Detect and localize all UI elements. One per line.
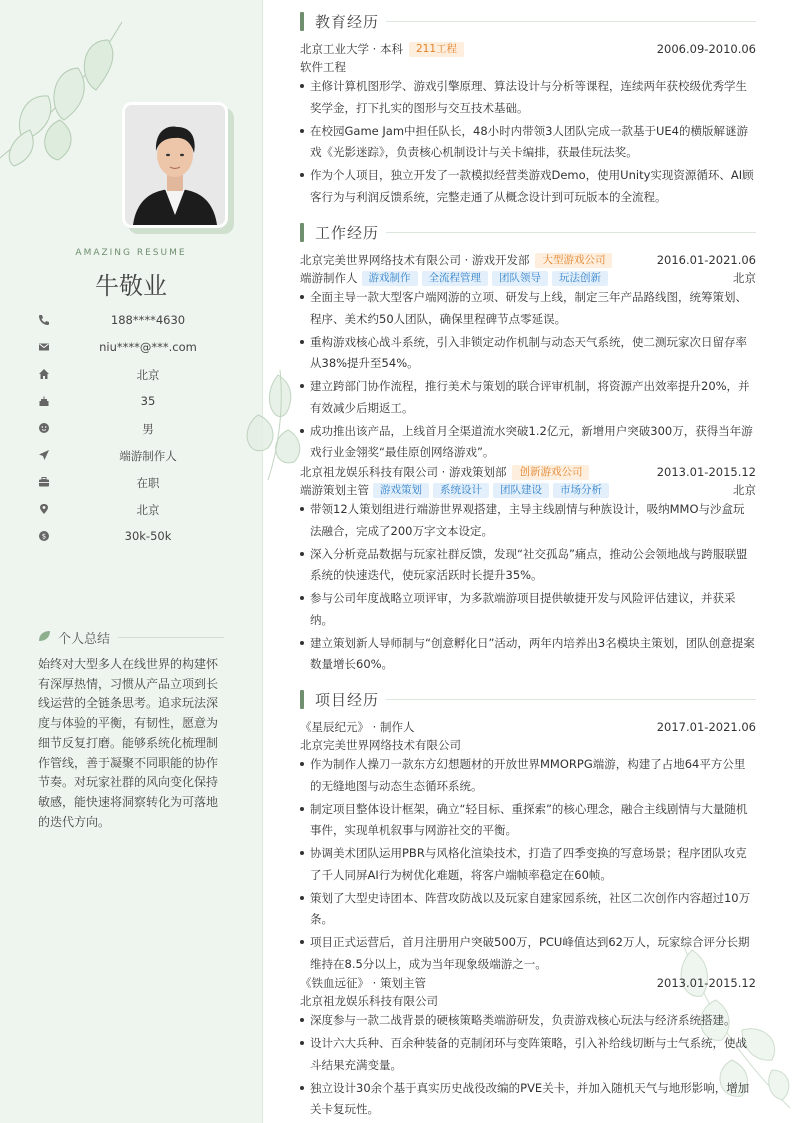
info-status <box>38 475 238 502</box>
work-header <box>300 251 756 269</box>
email-value: niu****@***.com <box>99 340 197 354</box>
location-icon <box>38 503 50 515</box>
work-date: 2013.01-2015.12 <box>656 465 756 479</box>
divider <box>118 637 224 638</box>
company-tag: 创新游戏公司 <box>512 465 589 480</box>
project-bullets <box>300 1010 756 1121</box>
section-title: 项目经历 <box>315 691 380 709</box>
phone-value: 188****4630 <box>110 313 186 327</box>
school-tag: 211工程 <box>409 42 464 57</box>
work-entry <box>300 463 756 677</box>
gender-value: 男 <box>142 422 154 436</box>
job-title: 端游制作人 <box>300 271 358 285</box>
candidate-name: 牛敬业 <box>95 272 167 300</box>
section-title: 教育经历 <box>315 13 380 31</box>
project-title: 《铁血远征》 · 策划主管 <box>300 976 426 990</box>
list-item: 独立设计30余个基于真实历史战役改编的PVE关卡，并加入随机天气与地形影响，增加关卡复玩性。 <box>300 1078 756 1121</box>
list-item: 重构游戏核心战斗系统，引入非锁定动作机制与动态天气系统，使二测玩家次日留存率从38%提升至54%。 <box>300 332 756 375</box>
education-entry <box>300 40 756 210</box>
position-value: 端游制作人 <box>119 449 177 463</box>
list-item: 设计六大兵种、百余种装备的克制闭环与变阵策略，引入补给线切断与士气系统，使战斗结果充满变量。 <box>300 1033 756 1076</box>
section-marker <box>300 12 304 31</box>
skill-tag: 游戏策划 <box>373 483 429 498</box>
section-marker <box>300 223 304 242</box>
skill-tag: 团队领导 <box>492 271 548 286</box>
age-value: 35 <box>140 394 156 408</box>
section-education-heading <box>300 11 756 33</box>
salary-icon <box>38 530 50 542</box>
project-header <box>300 974 756 992</box>
home-icon <box>38 368 50 380</box>
divider <box>386 21 756 22</box>
list-item: 在校园Game Jam中担任队长，48小时内带领3人团队完成一款基于UE4的横版解谜游戏《光影迷踪》，负责核心机制设计与关卡编排，获最佳玩法奖。 <box>300 121 756 164</box>
company-name: 北京完美世界网络技术有限公司 · 游戏开发部 <box>300 253 530 267</box>
cake-icon <box>38 395 50 407</box>
mail-icon <box>38 341 50 353</box>
salary-value: 30k-50k <box>124 529 172 543</box>
list-item: 深入分析竞品数据与玩家社群反馈，发现“社交孤岛”痛点，推动公会领地战与跨服联盟系统的快速迭代，使玩家活跃时长提升35%。 <box>300 544 756 587</box>
leaf-decoration <box>0 10 130 170</box>
work-header <box>300 463 756 481</box>
list-item: 带领12人策划组进行端游世界观搭建，主导主线剧情与种族设计，吸纳MMO与沙盒玩法融合，完成了200万字文本设定。 <box>300 499 756 542</box>
target-city-value: 北京 <box>136 503 160 517</box>
leaf-decoration <box>238 370 308 480</box>
info-residence <box>38 367 238 394</box>
list-item: 制定项目整体设计框架，确立“轻目标、重探索”的核心理念，融合主线剧情与大量随机事件，实现单机叙事与网游社交的平衡。 <box>300 799 756 842</box>
section-work-heading <box>300 222 756 244</box>
work-entry <box>300 251 756 465</box>
work-role-row <box>300 269 756 287</box>
job-title: 端游策划主管 <box>300 483 369 497</box>
skill-tag: 游戏制作 <box>362 271 418 286</box>
info-email <box>38 340 238 367</box>
phone-icon <box>38 314 50 326</box>
info-age <box>38 394 238 421</box>
project-company: 北京祖龙娱乐科技有限公司 <box>300 994 438 1008</box>
company-tag: 大型游戏公司 <box>535 253 612 268</box>
education-header <box>300 40 756 58</box>
work-city: 北京 <box>733 483 756 497</box>
gender-icon <box>38 422 50 434</box>
education-date: 2006.09-2010.06 <box>656 42 756 56</box>
info-position <box>38 448 238 475</box>
project-date: 2013.01-2015.12 <box>656 976 756 990</box>
residence-value: 北京 <box>136 368 160 382</box>
info-salary <box>38 529 238 556</box>
work-date: 2016.01-2021.06 <box>656 253 756 267</box>
school-name: 北京工业大学 · 本科 <box>300 42 403 56</box>
sidebar <box>0 0 263 1123</box>
summary-title: 个人总结 <box>58 632 111 647</box>
section-marker <box>300 690 304 709</box>
info-phone <box>38 313 238 340</box>
project-entry <box>300 718 756 977</box>
skill-tag: 全流程管理 <box>422 271 489 286</box>
project-date: 2017.01-2021.06 <box>656 720 756 734</box>
leaf-icon <box>38 630 51 642</box>
send-icon <box>38 449 50 461</box>
summary-heading <box>38 628 224 647</box>
project-title: 《星辰纪元》 · 制作人 <box>300 720 415 734</box>
divider <box>386 699 756 700</box>
project-header <box>300 718 756 736</box>
list-item: 项目正式运营后，首月注册用户突破500万，PCU峰值达到62万人，玩家综合评分长期维持在8.5分以上，成为当年现象级端游之一。 <box>300 932 756 975</box>
avatar <box>122 102 228 228</box>
list-item: 作为个人项目，独立开发了一款模拟经营类游戏Demo，使用Unity实现资源循环、AI顾客行为与利润反馈系统，完整走通了从概念设计到可玩版本的全流程。 <box>300 165 756 208</box>
list-item: 深度参与一款二战背景的硬核策略类端游研发，负责游戏核心玩法与经济系统搭建。 <box>300 1010 756 1032</box>
briefcase-icon <box>38 476 50 488</box>
section-projects-heading <box>300 689 756 711</box>
list-item: 建立跨部门协作流程，推行美术与策划的联合评审机制，将资源产出效率提升20%，并有效减少后期返工。 <box>300 376 756 419</box>
work-bullets <box>300 499 756 676</box>
company-name: 北京祖龙娱乐科技有限公司 · 游戏策划部 <box>300 465 507 479</box>
work-role-row <box>300 481 756 499</box>
skill-tag: 市场分析 <box>553 483 609 498</box>
divider <box>386 232 756 233</box>
work-city: 北京 <box>733 271 756 285</box>
list-item: 全面主导一款大型客户端网游的立项、研发与上线，制定三年产品路线图，统筹策划、程序、美术约50人团队，确保里程碑节点零延误。 <box>300 287 756 330</box>
section-title: 工作经历 <box>315 224 380 242</box>
skill-tag: 玩法创新 <box>552 271 608 286</box>
svg-text:$: $ <box>41 532 47 541</box>
project-entry <box>300 974 756 1122</box>
list-item: 参与公司年度战略立项评审，为多款端游项目提供敏捷开发与风险评估建议，并获采纳。 <box>300 588 756 631</box>
major: 软件工程 <box>300 60 346 74</box>
list-item: 建立策划新人导师制与“创意孵化日”活动，两年内培养出3名模块主策划，团队创意提案数量增长60%。 <box>300 633 756 676</box>
list-item: 协调美术团队运用PBR与风格化渲染技术，打造了四季变换的写意场景；程序团队攻克了千人同屏AI行为树优化难题，将客户端帧率稳定在60帧。 <box>300 843 756 886</box>
list-item: 主修计算机图形学、游戏引擎原理、算法设计与分析等课程，连续两年获校级优秀学生奖学金，打下扎实的图形与交互技术基础。 <box>300 76 756 119</box>
project-company: 北京完美世界网络技术有限公司 <box>300 738 461 752</box>
education-bullets <box>300 76 756 208</box>
skill-tag: 团队建设 <box>493 483 549 498</box>
list-item: 策划了大型史诗团本、阵营攻防战以及玩家自建家园系统，社区二次创作内容超过10万条。 <box>300 888 756 931</box>
list-item: 作为制作人操刀一款东方幻想题材的开放世界MMORPG端游，构建了占地64平方公里的无缝地图与动态生态循环系统。 <box>300 754 756 797</box>
info-target-city <box>38 502 238 529</box>
project-bullets <box>300 754 756 975</box>
info-gender <box>38 421 238 448</box>
status-value: 在职 <box>136 476 160 490</box>
skill-tag: 系统设计 <box>433 483 489 498</box>
profile-photo <box>125 105 225 225</box>
work-bullets <box>300 287 756 464</box>
resume-tagline: AMAZING RESUME <box>75 248 187 258</box>
summary-text: 始终对大型多人在线世界的构建怀有深厚热情，习惯从产品立项到长线运营的全链条思考。追求玩法深度与体验的平衡，有韧性，愿意为细节反复打磨。能够系统化梳理制作管线，善于凝聚不同职能的协作节奏。对玩家社群的风向变化保持敏感，能快速将洞察转化为可落地的迭代方向。 <box>38 657 219 829</box>
contact-info-list <box>38 313 238 556</box>
list-item: 成功推出该产品，上线首月全渠道流水突破1.2亿元，新增用户突破300万，获得当年游戏行业金翎奖“最佳原创网络游戏”。 <box>300 421 756 464</box>
